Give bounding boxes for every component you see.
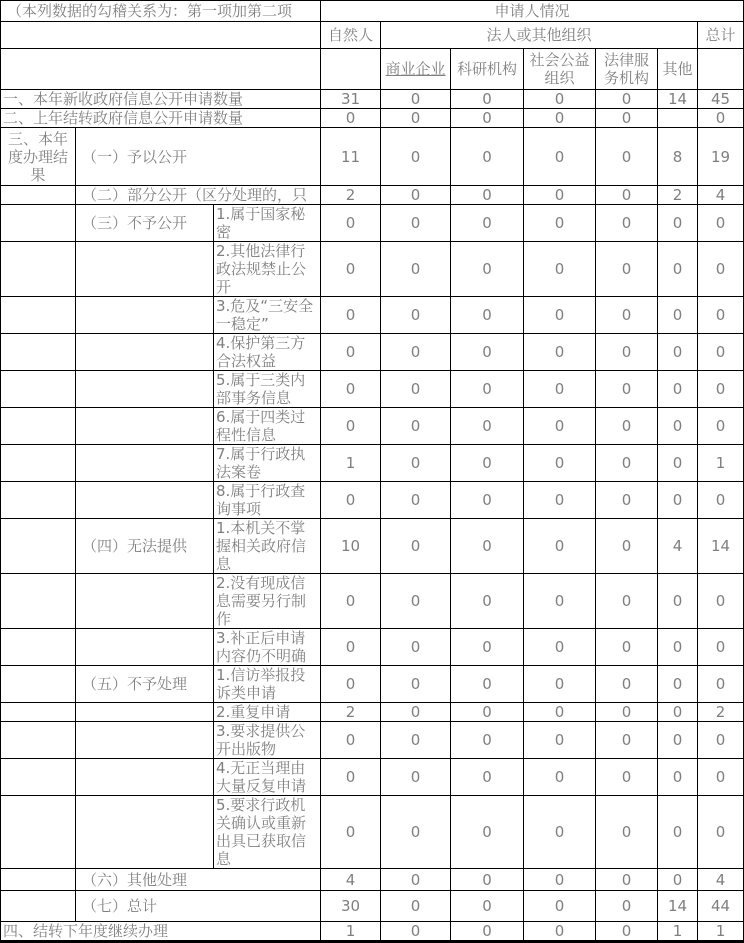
- empty-label-cell: [76, 722, 214, 759]
- table-body: [1, 90, 744, 942]
- empty-label-cell: [76, 334, 214, 371]
- data-cell: 0: [596, 922, 658, 942]
- data-cell: 0: [381, 128, 451, 186]
- data-cell: 0: [451, 922, 524, 942]
- data-cell: 0: [596, 519, 658, 574]
- data-cell: 0: [381, 629, 451, 666]
- data-cell: 0: [524, 796, 596, 869]
- data-cell: 0: [524, 90, 596, 109]
- col-header-natural-person: 自然人: [321, 22, 381, 49]
- data-cell: 0: [321, 759, 381, 796]
- table-row: [1, 666, 744, 703]
- data-cell: 0: [321, 242, 381, 297]
- data-cell: 0: [451, 90, 524, 109]
- data-cell: 0: [524, 297, 596, 334]
- table-row: [1, 371, 744, 408]
- empty-label-cell: [1, 482, 76, 519]
- data-cell: 0: [658, 445, 698, 482]
- data-cell: 0: [658, 759, 698, 796]
- data-cell: 0: [596, 759, 658, 796]
- applicant-status-header: 申请人情况: [321, 1, 744, 22]
- data-cell: 0: [596, 891, 658, 922]
- table-row: [1, 109, 744, 128]
- row-label: 3.补正后申请内容仍不明确: [214, 629, 321, 666]
- data-cell: 0: [596, 574, 658, 629]
- empty-label-cell: [1, 445, 76, 482]
- data-cell: 0: [381, 186, 451, 205]
- col-header-total: 总计: [698, 22, 744, 49]
- data-cell: 0: [596, 242, 658, 297]
- data-cell: 0: [321, 408, 381, 445]
- corner-note: （本列数据的勾稽关系为：第一项加第二项: [1, 1, 321, 22]
- row-label: 2.其他法律行政法规禁止公开: [214, 242, 321, 297]
- table-row: [1, 334, 744, 371]
- empty-label-cell: [1, 371, 76, 408]
- data-cell: 0: [451, 869, 524, 891]
- data-cell: 0: [658, 297, 698, 334]
- row-label: （四）无法提供: [76, 519, 214, 574]
- data-cell: 14: [658, 90, 698, 109]
- data-cell: 0: [451, 297, 524, 334]
- header-row-subgroups: [1, 49, 744, 90]
- table-row: [1, 205, 744, 242]
- data-cell: 0: [381, 334, 451, 371]
- empty-label-cell: [76, 629, 214, 666]
- table-row: [1, 703, 744, 722]
- data-cell: 0: [658, 334, 698, 371]
- empty-label-cell: [76, 482, 214, 519]
- empty-label-cell: [1, 869, 76, 891]
- data-cell: 0: [698, 408, 744, 445]
- empty-label-cell: [76, 574, 214, 629]
- empty-label-cell: [76, 408, 214, 445]
- col-header-commercial-enterprise: 商业企业: [381, 49, 451, 90]
- data-cell: 0: [381, 722, 451, 759]
- data-cell: 0: [381, 297, 451, 334]
- col-header-other: 其他: [658, 49, 698, 90]
- data-cell: 0: [451, 666, 524, 703]
- data-cell: 0: [451, 629, 524, 666]
- table-row: [1, 408, 744, 445]
- data-cell: 0: [596, 482, 658, 519]
- row-label: 1.信访举报投诉类申请: [214, 666, 321, 703]
- data-cell: 0: [658, 666, 698, 703]
- data-cell: 0: [381, 408, 451, 445]
- data-cell: 0: [596, 722, 658, 759]
- data-cell: 0: [321, 629, 381, 666]
- data-cell: 0: [524, 519, 596, 574]
- empty-label-cell: [1, 408, 76, 445]
- header-row-note: [1, 1, 744, 22]
- data-cell: 1: [698, 445, 744, 482]
- data-cell: 0: [596, 703, 658, 722]
- row-label: 1.本机关不掌握相关政府信息: [214, 519, 321, 574]
- data-cell: 0: [321, 334, 381, 371]
- data-cell: 0: [596, 371, 658, 408]
- data-cell: 0: [596, 128, 658, 186]
- data-cell: 0: [698, 109, 744, 128]
- data-cell: 0: [451, 759, 524, 796]
- data-cell: 0: [451, 519, 524, 574]
- row-label: 1.属于国家秘密: [214, 205, 321, 242]
- data-cell: 0: [321, 482, 381, 519]
- data-cell: 0: [381, 574, 451, 629]
- data-cell: 0: [451, 891, 524, 922]
- table-row: [1, 297, 744, 334]
- data-cell: 0: [596, 109, 658, 128]
- data-cell: 0: [451, 205, 524, 242]
- table-row: [1, 629, 744, 666]
- data-cell: 0: [524, 759, 596, 796]
- row-label: 一、本年新收政府信息公开申请数量: [1, 90, 321, 109]
- data-cell: 1: [321, 922, 381, 942]
- data-cell: 4: [321, 869, 381, 891]
- data-cell: 0: [698, 205, 744, 242]
- empty-label-cell: [1, 891, 76, 922]
- data-cell: 0: [381, 242, 451, 297]
- table-row: [1, 891, 744, 922]
- col-header-legal-service-org: 法律服务机构: [596, 49, 658, 90]
- data-cell: 0: [658, 796, 698, 869]
- data-cell: 0: [451, 242, 524, 297]
- data-cell: 0: [381, 796, 451, 869]
- data-cell: 0: [658, 703, 698, 722]
- data-cell: 1: [321, 445, 381, 482]
- empty-label-cell: [76, 703, 214, 722]
- data-cell: 0: [596, 629, 658, 666]
- data-cell: 0: [698, 371, 744, 408]
- data-cell: 0: [698, 629, 744, 666]
- empty-label-cell: [1, 574, 76, 629]
- empty-label-cell: [1, 519, 76, 574]
- table-row: [1, 519, 744, 574]
- row-label: （三）不予公开: [76, 205, 214, 242]
- data-cell: 0: [451, 722, 524, 759]
- data-cell: 10: [321, 519, 381, 574]
- data-cell: 0: [451, 445, 524, 482]
- data-cell: 4: [698, 186, 744, 205]
- data-cell: 0: [698, 334, 744, 371]
- data-cell: 0: [321, 297, 381, 334]
- row-label: 5.要求行政机关确认或重新出具已获取信息: [214, 796, 321, 869]
- data-cell: 0: [321, 574, 381, 629]
- data-cell: 0: [381, 371, 451, 408]
- table-row: [1, 186, 744, 205]
- table-row: [1, 922, 744, 942]
- row-label: （七）总计: [76, 891, 321, 922]
- table-row: [1, 482, 744, 519]
- data-cell: 0: [524, 408, 596, 445]
- data-cell: 0: [321, 371, 381, 408]
- data-cell: 0: [381, 445, 451, 482]
- data-cell: 0: [451, 796, 524, 869]
- data-cell: 0: [451, 109, 524, 128]
- empty-label-cell: [1, 759, 76, 796]
- empty-label-cell: [1, 722, 76, 759]
- data-cell: 0: [381, 666, 451, 703]
- data-cell: 0: [321, 205, 381, 242]
- data-cell: 0: [596, 205, 658, 242]
- data-cell: [658, 109, 698, 128]
- empty-header-cell: [321, 49, 381, 90]
- data-cell: 0: [658, 722, 698, 759]
- row-label: （六）其他处理: [76, 869, 321, 891]
- col-header-research-institution: 科研机构: [451, 49, 524, 90]
- data-cell: 0: [658, 869, 698, 891]
- data-cell: 11: [321, 128, 381, 186]
- empty-header-cell: [1, 22, 321, 49]
- empty-label-cell: [76, 445, 214, 482]
- data-cell: 0: [698, 666, 744, 703]
- data-cell: 0: [698, 759, 744, 796]
- table-row: [1, 722, 744, 759]
- data-cell: 31: [321, 90, 381, 109]
- empty-label-cell: [76, 297, 214, 334]
- data-cell: 0: [524, 128, 596, 186]
- row-label: 3.要求提供公开出版物: [214, 722, 321, 759]
- data-cell: 0: [596, 666, 658, 703]
- empty-label-cell: [1, 186, 76, 205]
- data-cell: 0: [698, 574, 744, 629]
- data-cell: 0: [658, 629, 698, 666]
- empty-label-cell: [1, 703, 76, 722]
- table-row: [1, 242, 744, 297]
- data-cell: 0: [524, 482, 596, 519]
- data-cell: 4: [658, 519, 698, 574]
- data-cell: 0: [381, 90, 451, 109]
- data-cell: 0: [321, 796, 381, 869]
- data-cell: 45: [698, 90, 744, 109]
- data-cell: 0: [381, 759, 451, 796]
- data-cell: 0: [451, 186, 524, 205]
- data-cell: 0: [658, 574, 698, 629]
- data-cell: 0: [596, 796, 658, 869]
- data-cell: 0: [596, 334, 658, 371]
- data-cell: 44: [698, 891, 744, 922]
- data-cell: 0: [321, 722, 381, 759]
- data-cell: 0: [381, 519, 451, 574]
- data-cell: 1: [698, 922, 744, 942]
- data-cell: 30: [321, 891, 381, 922]
- row-label: 4.无正当理由大量反复申请: [214, 759, 321, 796]
- table-row: [1, 574, 744, 629]
- data-cell: 2: [698, 703, 744, 722]
- row-label: 四、结转下年度继续办理: [1, 922, 321, 942]
- data-cell: 14: [658, 891, 698, 922]
- empty-label-cell: [1, 205, 76, 242]
- data-cell: 0: [451, 574, 524, 629]
- row-label: 5.属于三类内部事务信息: [214, 371, 321, 408]
- data-cell: 0: [524, 205, 596, 242]
- data-cell: 0: [524, 703, 596, 722]
- data-cell: 0: [596, 186, 658, 205]
- table-row: [1, 869, 744, 891]
- data-cell: 0: [524, 334, 596, 371]
- data-cell: 0: [321, 666, 381, 703]
- data-cell: 0: [658, 371, 698, 408]
- data-cell: 0: [698, 482, 744, 519]
- data-cell: 0: [658, 205, 698, 242]
- data-cell: 0: [596, 445, 658, 482]
- data-cell: 19: [698, 128, 744, 186]
- data-cell: 0: [451, 482, 524, 519]
- data-cell: 2: [321, 703, 381, 722]
- empty-label-cell: [1, 242, 76, 297]
- empty-label-cell: [76, 242, 214, 297]
- data-cell: 0: [381, 205, 451, 242]
- row-label: 4.保护第三方合法权益: [214, 334, 321, 371]
- data-cell: 0: [381, 869, 451, 891]
- row-label: 二、上年结转政府信息公开申请数量: [1, 109, 321, 128]
- table-row: [1, 128, 744, 186]
- data-cell: 0: [381, 922, 451, 942]
- row-label: 7.属于行政执法案卷: [214, 445, 321, 482]
- row-label: （五）不予处理: [76, 666, 214, 703]
- data-cell: 0: [658, 482, 698, 519]
- data-cell: 0: [451, 408, 524, 445]
- data-cell: 0: [698, 796, 744, 869]
- data-cell: 0: [698, 722, 744, 759]
- row-label: 2.没有现成信息需要另行制作: [214, 574, 321, 629]
- empty-label-cell: [1, 334, 76, 371]
- data-cell: 0: [381, 109, 451, 128]
- row-label: 三、本年度办理结果: [1, 128, 76, 186]
- data-cell: 0: [451, 703, 524, 722]
- empty-header-cell: [1, 49, 321, 90]
- empty-header-cell: [698, 49, 744, 90]
- header-row-groups: [1, 22, 744, 49]
- data-cell: 0: [524, 922, 596, 942]
- data-cell: 0: [658, 408, 698, 445]
- data-cell: 0: [524, 722, 596, 759]
- col-header-legal-or-other-org: 法人或其他组织: [381, 22, 698, 49]
- empty-label-cell: [1, 666, 76, 703]
- data-cell: 0: [524, 371, 596, 408]
- col-header-social-welfare-org: 社会公益组织: [524, 49, 596, 90]
- data-cell: 0: [698, 242, 744, 297]
- data-cell: 14: [698, 519, 744, 574]
- table-row: [1, 90, 744, 109]
- row-label: 2.重复申请: [214, 703, 321, 722]
- data-cell: 0: [596, 297, 658, 334]
- row-label: （一）予以公开: [76, 128, 321, 186]
- empty-label-cell: [1, 297, 76, 334]
- table-row: [1, 759, 744, 796]
- data-cell: 0: [596, 869, 658, 891]
- data-cell: 0: [524, 666, 596, 703]
- data-cell: 8: [658, 128, 698, 186]
- row-label: 3.危及“三安全一稳定”: [214, 297, 321, 334]
- data-cell: 0: [524, 109, 596, 128]
- data-cell: 1: [658, 922, 698, 942]
- data-cell: 0: [451, 371, 524, 408]
- row-label: 8.属于行政查询事项: [214, 482, 321, 519]
- data-cell: 0: [524, 869, 596, 891]
- data-cell: 0: [596, 90, 658, 109]
- empty-label-cell: [1, 629, 76, 666]
- data-cell: 0: [524, 445, 596, 482]
- data-cell: 0: [381, 891, 451, 922]
- data-cell: 4: [698, 869, 744, 891]
- data-cell: 0: [451, 128, 524, 186]
- row-label: （二）部分公开（区分处理的，只: [76, 186, 321, 205]
- data-cell: 0: [524, 891, 596, 922]
- data-cell: 0: [524, 186, 596, 205]
- row-label: 6.属于四类过程性信息: [214, 408, 321, 445]
- empty-label-cell: [76, 759, 214, 796]
- data-cell: 0: [658, 242, 698, 297]
- data-cell: 0: [524, 242, 596, 297]
- data-cell: 0: [698, 297, 744, 334]
- table-row: [1, 445, 744, 482]
- data-cell: 2: [658, 186, 698, 205]
- data-cell: 0: [524, 574, 596, 629]
- data-cell: 0: [381, 482, 451, 519]
- data-cell: 0: [321, 109, 381, 128]
- data-cell: 0: [381, 703, 451, 722]
- data-cell: 2: [321, 186, 381, 205]
- data-cell: 0: [596, 408, 658, 445]
- data-cell: 0: [451, 334, 524, 371]
- data-cell: 0: [524, 629, 596, 666]
- empty-label-cell: [76, 371, 214, 408]
